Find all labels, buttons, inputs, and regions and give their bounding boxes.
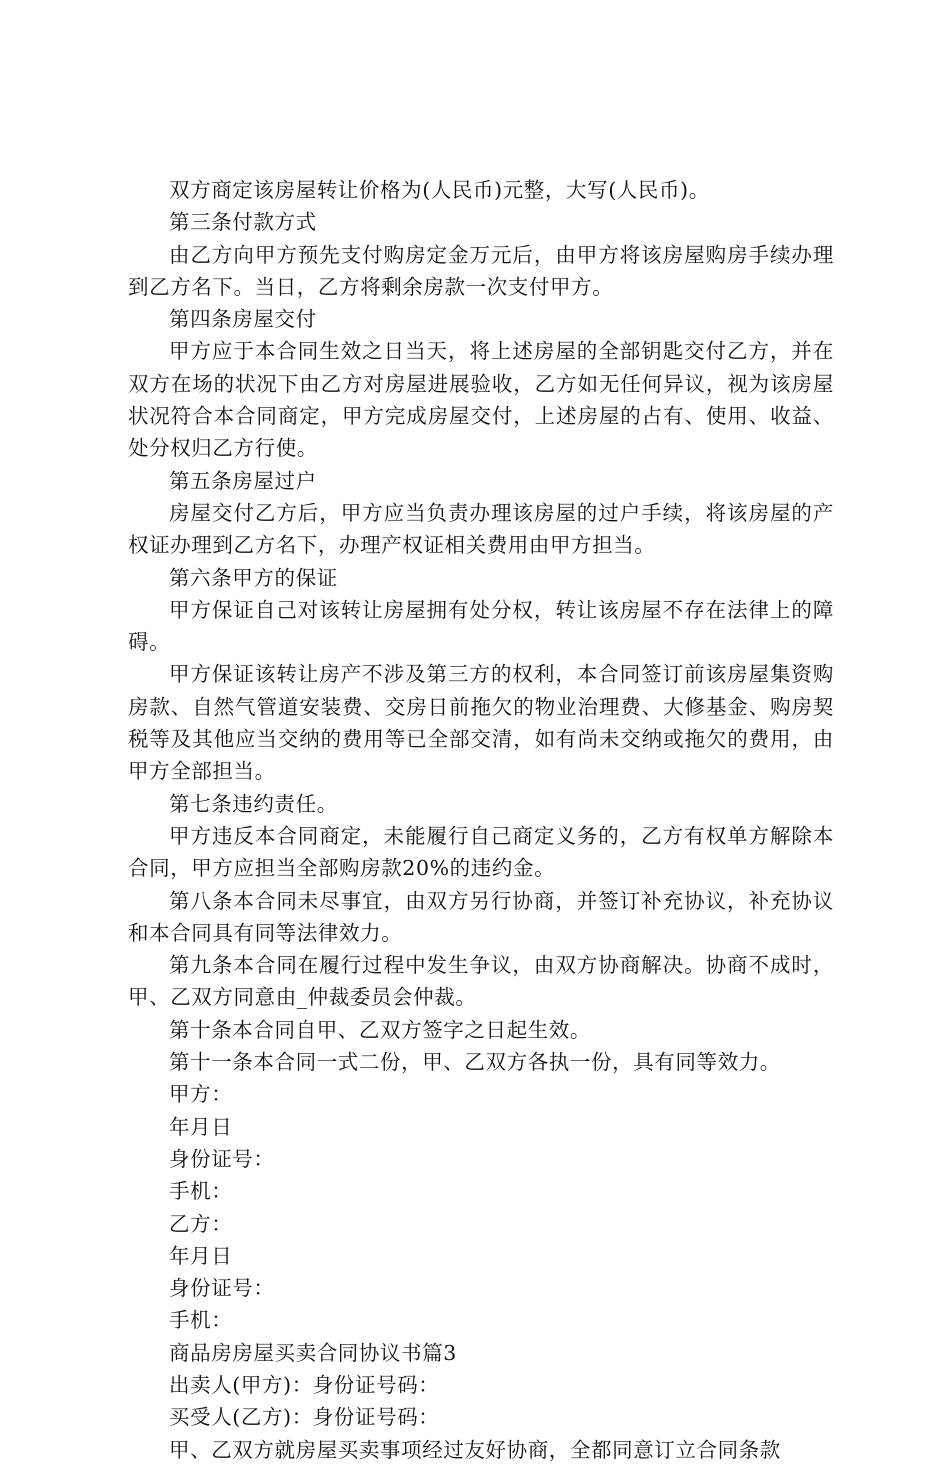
article-7-heading: 第七条违约责任。	[169, 791, 338, 816]
guarantee-paragraph-2: 甲方保证该转让房产不涉及第三方的权利，本合同签订前该房屋集资购房款、自然气管道安装费、交房日前拖欠的物业治理费、大修基金、购房契税等及其他应当交纳的费用等已全部交清，如有尚未交纳或拖欠的费用，由甲方全部担当。	[128, 662, 834, 784]
party-b-phone: 手机：	[169, 1308, 233, 1333]
delivery-paragraph: 甲方应于本合同生效之日当天，将上述房屋的全部钥匙交付乙方，并在双方在场的状况下由乙方对房屋进展验收，乙方如无任何异议，视为该房屋状况符合本合同商定，甲方完成房屋交付，上述房屋的占有、使用、收益、处分权归乙方行使。	[128, 339, 834, 461]
party-b-id: 身份证号：	[169, 1276, 275, 1301]
guarantee-paragraph-1: 甲方保证自己对该转让房屋拥有处分权，转让该房屋不存在法律上的障碍。	[128, 597, 834, 655]
party-a-id: 身份证号：	[169, 1146, 275, 1171]
buyer-line: 买受人(乙方)：身份证号码：	[169, 1405, 440, 1430]
article-4-heading: 第四条房屋交付	[169, 307, 317, 332]
article-11-paragraph: 第十一条本合同一式二份，甲、乙双方各执一份，具有同等效力。	[169, 1050, 781, 1075]
payment-paragraph: 由乙方向甲方预先支付购房定金万元后，由甲方将该房屋购房手续办理到乙方名下。当日，乙方将剩余房款一次支付甲方。	[128, 242, 834, 299]
contract-body	[128, 174, 834, 1466]
article-8-paragraph: 第八条本合同未尽事宜，由双方另行协商，并签订补充协议，补充协议和本合同具有同等法律效力。	[128, 888, 834, 945]
party-a-phone: 手机：	[169, 1179, 233, 1204]
article-10-paragraph: 第十条本合同自甲、乙双方签字之日起生效。	[169, 1017, 591, 1042]
seller-line: 出卖人(甲方)：身份证号码：	[169, 1372, 440, 1397]
transfer-paragraph: 房屋交付乙方后，甲方应当负责办理该房屋的过户手续，将该房屋的产权证办理到乙方名下，办理产权证相关费用由甲方担当。	[128, 500, 834, 558]
party-a-date: 年月日	[169, 1114, 233, 1139]
agreement-intro: 甲、乙双方就房屋买卖事项经过友好协商，全都同意订立合同条款	[169, 1437, 781, 1462]
price-clause: 双方商定该房屋转让价格为(人民币)元整，大写(人民币)。	[169, 178, 710, 202]
article-3-heading: 第三条付款方式	[169, 210, 317, 235]
party-b-date: 年月日	[169, 1243, 233, 1268]
article-9-paragraph: 第九条本合同在履行过程中发生争议，由双方协商解决。协商不成时，甲、乙双方同意由_仲裁委员会仲裁。	[128, 953, 834, 1010]
article-6-heading: 第六条甲方的保证	[169, 565, 338, 590]
breach-paragraph: 甲方违反本合同商定，未能履行自己商定义务的，乙方有权单方解除本合同，甲方应担当全部购房款20%的违约金。	[128, 823, 834, 881]
section-title: 商品房房屋买卖合同协议书篇3	[169, 1340, 457, 1365]
article-5-heading: 第五条房屋过户	[169, 468, 317, 493]
party-a-label: 甲方：	[169, 1082, 233, 1107]
party-b-label: 乙方：	[169, 1211, 233, 1236]
